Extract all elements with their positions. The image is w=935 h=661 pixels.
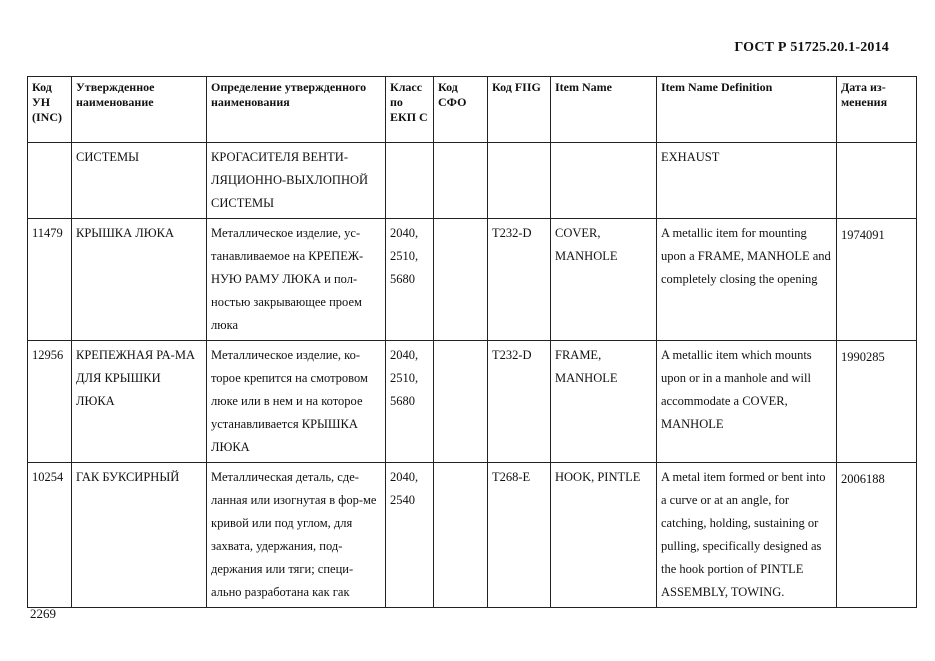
cell-name: КРЫШКА ЛЮКА bbox=[72, 219, 207, 341]
cell-definition: Металлическое изделие, ус-танавливаемое на КРЕПЕЖ-НУЮ РАМУ ЛЮКА и пол-ностью закрывающее проем люка bbox=[207, 219, 386, 341]
cell-fiig: T232-D bbox=[488, 219, 551, 341]
cell-date: 1974091 bbox=[837, 219, 917, 341]
header-ekps-class: Класс по ЕКП С bbox=[386, 77, 434, 143]
cell-item-name bbox=[551, 143, 657, 219]
cell-sfo bbox=[434, 219, 488, 341]
cell-inc: 12956 bbox=[28, 341, 72, 463]
cell-inc: 11479 bbox=[28, 219, 72, 341]
cell-date: 1990285 bbox=[837, 341, 917, 463]
cell-item-definition: A metallic item for mounting upon a FRAME, MANHOLE and completely closing the opening bbox=[657, 219, 837, 341]
cell-fiig bbox=[488, 143, 551, 219]
header-item-name-definition: Item Name Definition bbox=[657, 77, 837, 143]
header-fiig-code: Код FIIG bbox=[488, 77, 551, 143]
cell-item-name: FRAME, MANHOLE bbox=[551, 341, 657, 463]
cell-definition: КРОГАСИТЕЛЯ ВЕНТИ-ЛЯЦИОННО-ВЫХЛОПНОЙ СИСТЕМЫ bbox=[207, 143, 386, 219]
cell-date bbox=[837, 143, 917, 219]
document-header: ГОСТ Р 51725.20.1-2014 bbox=[734, 40, 889, 55]
cell-inc bbox=[28, 143, 72, 219]
table-row bbox=[28, 219, 917, 341]
cell-item-definition: A metal item formed or bent into a curve or at an angle, for catching, holding, sustaining or pulling, specifically designed as the hook portion of PINTLE ASSEMBLY, TOWING. bbox=[657, 463, 837, 608]
table-row bbox=[28, 341, 917, 463]
table-row bbox=[28, 463, 917, 608]
cell-item-name: COVER, MANHOLE bbox=[551, 219, 657, 341]
cell-name: СИСТЕМЫ bbox=[72, 143, 207, 219]
cell-definition: Металлическая деталь, сде-ланная или изогнутая в фор-ме кривой или под углом, для захвата, удержания, под-держания или тяги; специ-ально разработана как гак bbox=[207, 463, 386, 608]
table-header-row bbox=[28, 77, 917, 143]
nomenclature-table bbox=[27, 76, 917, 608]
cell-name: КРЕПЕЖНАЯ РА-МА ДЛЯ КРЫШКИ ЛЮКА bbox=[72, 341, 207, 463]
header-change-date: Дата из-менения bbox=[837, 77, 917, 143]
header-approved-name: Утвержденное наименование bbox=[72, 77, 207, 143]
header-inc: Код УН (INC) bbox=[28, 77, 72, 143]
cell-inc: 10254 bbox=[28, 463, 72, 608]
cell-item-definition: EXHAUST bbox=[657, 143, 837, 219]
cell-sfo bbox=[434, 341, 488, 463]
cell-name: ГАК БУКСИРНЫЙ bbox=[72, 463, 207, 608]
cell-item-definition: A metallic item which mounts upon or in a manhole and will accommodate a COVER, MANHOLE bbox=[657, 341, 837, 463]
cell-fiig: T268-E bbox=[488, 463, 551, 608]
cell-date: 2006188 bbox=[837, 463, 917, 608]
cell-ekps: 2040, 2540 bbox=[386, 463, 434, 608]
cell-sfo bbox=[434, 463, 488, 608]
cell-item-name: HOOK, PINTLE bbox=[551, 463, 657, 608]
header-item-name: Item Name bbox=[551, 77, 657, 143]
cell-ekps: 2040, 2510, 5680 bbox=[386, 219, 434, 341]
cell-definition: Металлическое изделие, ко-торое крепится на смотровом люке или в нем и на которое устанавливается КРЫШКА ЛЮКА bbox=[207, 341, 386, 463]
header-sfo-code: Код СФО bbox=[434, 77, 488, 143]
header-definition: Определение утвержденного наименования bbox=[207, 77, 386, 143]
cell-fiig: T232-D bbox=[488, 341, 551, 463]
cell-ekps: 2040, 2510, 5680 bbox=[386, 341, 434, 463]
cell-sfo bbox=[434, 143, 488, 219]
page-number: 2269 bbox=[30, 606, 56, 621]
table-row bbox=[28, 143, 917, 219]
cell-ekps bbox=[386, 143, 434, 219]
